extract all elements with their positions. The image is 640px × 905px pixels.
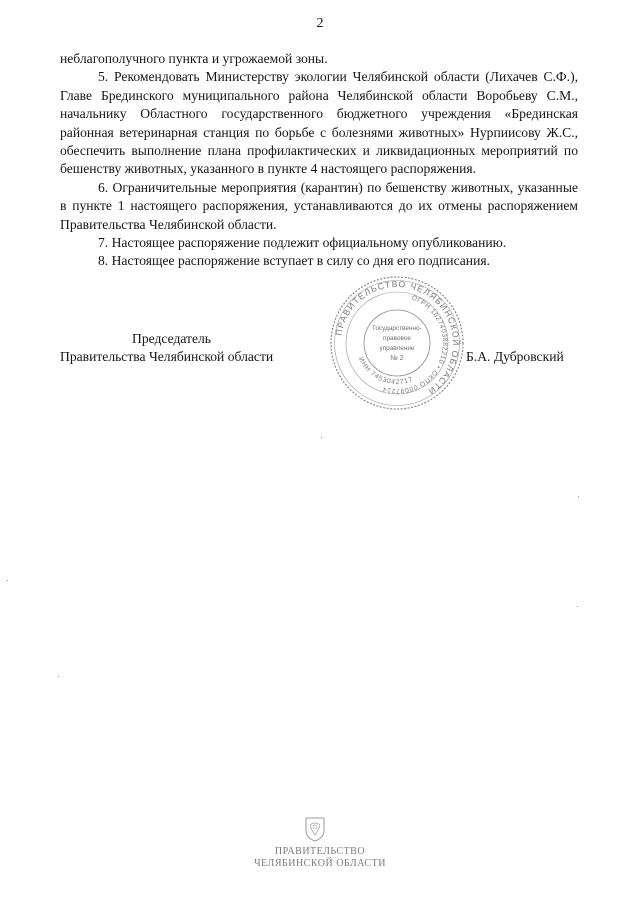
stamp-outer-text: ПРАВИТЕЛЬСТВО ЧЕЛЯБИНСКОЙ ОБЛАСТИ [333,278,462,398]
stamp-inner-line2: правовое [383,335,411,342]
scan-speck [321,437,322,438]
stamp-inn-text: ИНН 7453042717 [356,355,415,387]
signatory-title-line1: Председатель [132,331,211,346]
stamp-inner-line3: управление [379,345,415,352]
official-seal-stamp [328,274,466,412]
page-number: 2 [316,16,324,31]
svg-text:ИНН 7453042717 [357,356,414,386]
stamp-codes-text: ОГРН 1027403882210 • ОКПО 00097214 [381,294,449,395]
document-body [60,50,578,271]
paragraph-continuation: неблагополучного пункта и угрожаемой зоны. [60,51,328,66]
scan-speck [577,606,578,607]
footer-line2: ЧЕЛЯБИНСКОЙ ОБЛАСТИ [254,858,386,869]
letterhead-footer [0,846,640,870]
scan-speck [578,496,579,497]
coat-of-arms-icon [302,815,328,843]
stamp-inner-line1: Государственно- [372,325,422,332]
signatory-title-line2: Правительства Челябинской области [60,349,274,365]
signatory-name: Б.А. Дубровский [466,349,564,364]
paragraph-item-6: 6. Ограничительные мероприятия (карантин) по бешенству животных, указанные в пункте 1 настоящего распоряжения, устанавливаются до их отмены распоряжением Правительства Челябинской области. [60,179,578,232]
footer-line1: ПРАВИТЕЛЬСТВО [274,846,366,857]
stamp-inner-line4: № 2 [390,355,404,362]
paragraph-item-5: 5. Рекомендовать Министерству экологии Челябинской области (Лихачев С.Ф.), Главе Брединского муниципального района Челябинской области Воробьеву С.М., начальнику Областного государственного бюджетного учреждения «Брединская районная ветеринарная станция по борьбе с болезнями животных» Нурпиисову Ж.С., обеспечить выполнение плана профилактических и ликвидационных мероприятий по бешенству животных, указанного в пункте 4 настоящего распоряжения. [60,69,578,177]
paragraph-item-8: 8. Настоящее распоряжение вступает в силу со дня его подписания. [98,253,491,269]
paragraph-item-7: 7. Настоящее распоряжение подлежит официальному опубликованию. [98,235,507,251]
signatory-title [60,330,300,367]
scan-speck [7,580,8,581]
scan-speck [58,676,59,677]
